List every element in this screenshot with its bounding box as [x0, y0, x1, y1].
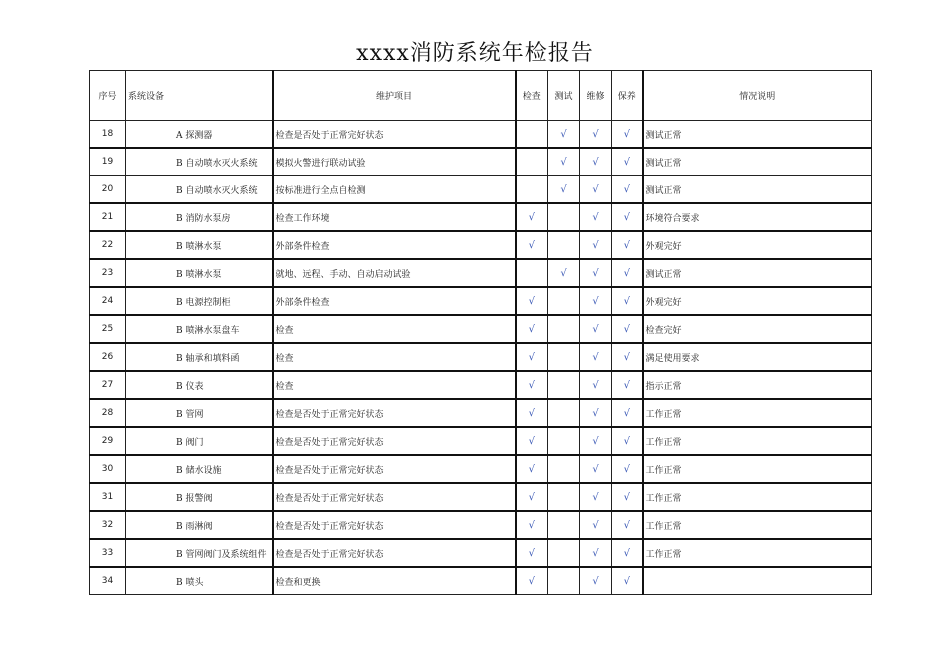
- table-row: [90, 539, 872, 567]
- table-row: [90, 315, 872, 343]
- cell-maintain-mark: √: [612, 539, 643, 567]
- table-row: [90, 148, 872, 176]
- cell-check-mark: √: [516, 287, 548, 315]
- header-check: 检查: [516, 71, 548, 121]
- cell-note: 工作正常: [643, 455, 872, 483]
- table-row: [90, 511, 872, 539]
- cell-repair-mark: √: [580, 371, 612, 399]
- cell-seq: 18: [90, 121, 126, 149]
- report-title: xxxx消防系统年检报告: [356, 41, 594, 66]
- cell-item: 检查: [273, 315, 516, 343]
- cell-device: B 喷头: [126, 567, 273, 595]
- cell-repair-mark: √: [580, 343, 612, 371]
- cell-seq: 24: [90, 287, 126, 315]
- cell-item: 检查是否处于正常完好状态: [273, 427, 516, 455]
- cell-check-mark: √: [516, 315, 548, 343]
- cell-item: 检查是否处于正常完好状态: [273, 539, 516, 567]
- cell-maintain-mark: √: [612, 371, 643, 399]
- table-row: [90, 231, 872, 259]
- cell-maintain-mark: √: [612, 427, 643, 455]
- cell-item: 检查是否处于正常完好状态: [273, 399, 516, 427]
- table-row: [90, 287, 872, 315]
- cell-note: 工作正常: [643, 539, 872, 567]
- cell-device: B 储水设施: [126, 455, 273, 483]
- cell-test-mark: [548, 455, 580, 483]
- cell-note: 满足使用要求: [643, 343, 872, 371]
- cell-device: B 喷淋水泵: [126, 259, 273, 287]
- table-row: [90, 203, 872, 231]
- cell-note: 工作正常: [643, 511, 872, 539]
- cell-item: 检查工作环境: [273, 203, 516, 231]
- cell-test-mark: √: [548, 176, 580, 204]
- cell-device: B 管网: [126, 399, 273, 427]
- cell-maintain-mark: √: [612, 121, 643, 149]
- table-row: [90, 455, 872, 483]
- cell-test-mark: [548, 511, 580, 539]
- cell-seq: 27: [90, 371, 126, 399]
- header-test: 测试: [548, 71, 580, 121]
- table-row: [90, 259, 872, 287]
- cell-repair-mark: √: [580, 259, 612, 287]
- cell-maintain-mark: √: [612, 203, 643, 231]
- table-row: [90, 427, 872, 455]
- cell-seq: 25: [90, 315, 126, 343]
- cell-item: 就地、远程、手动、自动启动试验: [273, 259, 516, 287]
- cell-test-mark: [548, 483, 580, 511]
- cell-repair-mark: √: [580, 427, 612, 455]
- cell-device: B 喷淋水泵: [126, 231, 273, 259]
- header-seq: 序号: [90, 71, 126, 121]
- cell-check-mark: √: [516, 455, 548, 483]
- cell-repair-mark: √: [580, 455, 612, 483]
- cell-check-mark: √: [516, 399, 548, 427]
- cell-maintain-mark: √: [612, 511, 643, 539]
- cell-test-mark: [548, 567, 580, 595]
- cell-maintain-mark: √: [612, 567, 643, 595]
- cell-note: 外观完好: [643, 231, 872, 259]
- cell-test-mark: √: [548, 148, 580, 176]
- cell-item: 模拟火警进行联动试验: [273, 148, 516, 176]
- cell-device: B 喷淋水泵盘车: [126, 315, 273, 343]
- inspection-table: [89, 70, 872, 595]
- cell-note: 测试正常: [643, 121, 872, 149]
- cell-repair-mark: √: [580, 121, 612, 149]
- cell-seq: 32: [90, 511, 126, 539]
- cell-note: 测试正常: [643, 176, 872, 204]
- cell-repair-mark: √: [580, 399, 612, 427]
- cell-maintain-mark: √: [612, 259, 643, 287]
- cell-seq: 22: [90, 231, 126, 259]
- cell-maintain-mark: √: [612, 483, 643, 511]
- table-body: [90, 121, 872, 595]
- cell-note: 检查完好: [643, 315, 872, 343]
- cell-item: 检查: [273, 371, 516, 399]
- cell-check-mark: √: [516, 511, 548, 539]
- cell-repair-mark: √: [580, 315, 612, 343]
- cell-maintain-mark: √: [612, 148, 643, 176]
- cell-check-mark: [516, 121, 548, 149]
- header-repair: 维修: [580, 71, 612, 121]
- header-note: 情况说明: [643, 71, 872, 121]
- cell-test-mark: [548, 539, 580, 567]
- cell-seq: 31: [90, 483, 126, 511]
- cell-device: B 报警阀: [126, 483, 273, 511]
- cell-repair-mark: √: [580, 176, 612, 204]
- cell-seq: 30: [90, 455, 126, 483]
- cell-maintain-mark: √: [612, 176, 643, 204]
- cell-seq: 33: [90, 539, 126, 567]
- cell-seq: 19: [90, 148, 126, 176]
- cell-repair-mark: √: [580, 511, 612, 539]
- header-item: 维护项目: [273, 71, 516, 121]
- cell-repair-mark: √: [580, 567, 612, 595]
- header-row: [90, 71, 872, 121]
- table-row: [90, 399, 872, 427]
- cell-repair-mark: √: [580, 231, 612, 259]
- cell-check-mark: √: [516, 539, 548, 567]
- cell-item: 检查是否处于正常完好状态: [273, 511, 516, 539]
- cell-test-mark: [548, 231, 580, 259]
- cell-device: B 管网阀门及系统组件: [126, 539, 273, 567]
- cell-repair-mark: √: [580, 203, 612, 231]
- table-row: [90, 343, 872, 371]
- cell-note: 测试正常: [643, 148, 872, 176]
- cell-repair-mark: √: [580, 539, 612, 567]
- cell-repair-mark: √: [580, 287, 612, 315]
- cell-test-mark: [548, 203, 580, 231]
- cell-test-mark: [548, 287, 580, 315]
- cell-note: 工作正常: [643, 399, 872, 427]
- cell-check-mark: [516, 148, 548, 176]
- cell-device: B 自动喷水灭火系统: [126, 176, 273, 204]
- cell-device: B 阀门: [126, 427, 273, 455]
- cell-item: 检查是否处于正常完好状态: [273, 121, 516, 149]
- cell-test-mark: √: [548, 121, 580, 149]
- cell-check-mark: √: [516, 203, 548, 231]
- cell-item: 外部条件检查: [273, 231, 516, 259]
- header-maintain: 保养: [612, 71, 643, 121]
- cell-note: 工作正常: [643, 427, 872, 455]
- cell-repair-mark: √: [580, 483, 612, 511]
- cell-test-mark: [548, 343, 580, 371]
- cell-maintain-mark: √: [612, 315, 643, 343]
- table-row: [90, 567, 872, 595]
- cell-check-mark: [516, 176, 548, 204]
- cell-device: B 自动喷水灭火系统: [126, 148, 273, 176]
- cell-device: B 轴承和填料函: [126, 343, 273, 371]
- cell-test-mark: [548, 315, 580, 343]
- cell-device: B 雨淋阀: [126, 511, 273, 539]
- cell-seq: 28: [90, 399, 126, 427]
- cell-seq: 34: [90, 567, 126, 595]
- cell-maintain-mark: √: [612, 287, 643, 315]
- cell-check-mark: √: [516, 343, 548, 371]
- table-row: [90, 176, 872, 204]
- cell-maintain-mark: √: [612, 343, 643, 371]
- cell-test-mark: √: [548, 259, 580, 287]
- cell-note: [643, 567, 872, 595]
- cell-test-mark: [548, 371, 580, 399]
- cell-seq: 21: [90, 203, 126, 231]
- cell-check-mark: √: [516, 427, 548, 455]
- cell-note: 工作正常: [643, 483, 872, 511]
- cell-maintain-mark: √: [612, 399, 643, 427]
- cell-item: 检查: [273, 343, 516, 371]
- cell-seq: 29: [90, 427, 126, 455]
- cell-maintain-mark: √: [612, 455, 643, 483]
- cell-seq: 26: [90, 343, 126, 371]
- table-row: [90, 371, 872, 399]
- cell-note: 指示正常: [643, 371, 872, 399]
- cell-note: 测试正常: [643, 259, 872, 287]
- cell-check-mark: [516, 259, 548, 287]
- cell-seq: 23: [90, 259, 126, 287]
- cell-item: 检查和更换: [273, 567, 516, 595]
- cell-test-mark: [548, 399, 580, 427]
- cell-device: B 仪表: [126, 371, 273, 399]
- table-row: [90, 121, 872, 149]
- cell-note: 外观完好: [643, 287, 872, 315]
- cell-check-mark: √: [516, 483, 548, 511]
- cell-check-mark: √: [516, 371, 548, 399]
- cell-test-mark: [548, 427, 580, 455]
- cell-check-mark: √: [516, 231, 548, 259]
- cell-check-mark: √: [516, 567, 548, 595]
- table-row: [90, 483, 872, 511]
- header-device: 系统设备: [126, 71, 273, 121]
- cell-item: 检查是否处于正常完好状态: [273, 455, 516, 483]
- cell-note: 环境符合要求: [643, 203, 872, 231]
- cell-item: 按标准进行全点自检测: [273, 176, 516, 204]
- cell-repair-mark: √: [580, 148, 612, 176]
- cell-item: 外部条件检查: [273, 287, 516, 315]
- cell-seq: 20: [90, 176, 126, 204]
- cell-device: B 电源控制柜: [126, 287, 273, 315]
- cell-device: B 消防水泵房: [126, 203, 273, 231]
- cell-item: 检查是否处于正常完好状态: [273, 483, 516, 511]
- cell-device: A 探测器: [126, 121, 273, 149]
- cell-maintain-mark: √: [612, 231, 643, 259]
